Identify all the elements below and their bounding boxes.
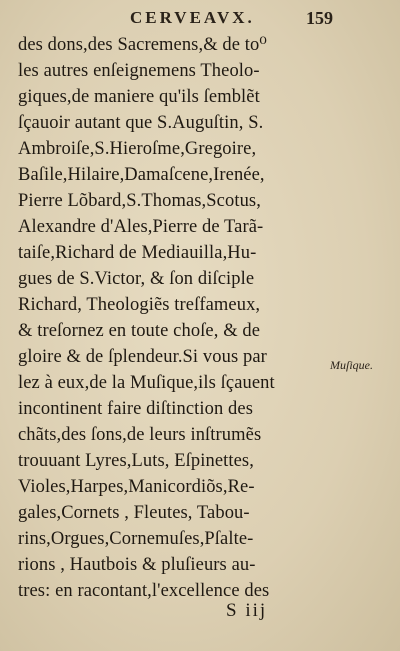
text-line: Ambroiſe,S.Hieroſme,Gregoire, bbox=[18, 139, 257, 159]
text-line: chãts,des ſons,de leurs inſtrumẽs bbox=[18, 425, 262, 445]
text-line: trouuant Lyres,Luts, Eſpinettes, bbox=[18, 451, 254, 471]
text-line: les autres enſeignemens Theolo- bbox=[18, 61, 260, 81]
text-line: tres: en racontant,l'excellence des bbox=[18, 581, 270, 601]
text-line: Pierre Lõbard,S.Thomas,Scotus, bbox=[18, 191, 261, 211]
text-line: gues de S.Victor, & ſon diſciple bbox=[18, 269, 255, 289]
text-line: Baſile,Hilaire,Damaſcene,Irenée, bbox=[18, 165, 265, 185]
text-line: Violes,Harpes,Manicordiõs,Re- bbox=[18, 477, 255, 497]
running-head: CERVEAVX. bbox=[130, 8, 255, 27]
text-line: rions , Hautbois & pluſieurs au- bbox=[18, 555, 256, 575]
text-line: lez à eux,de la Muſique,ils ſçauent bbox=[18, 373, 275, 393]
text-line: taiſe,Richard de Mediauilla,Hu- bbox=[18, 243, 257, 263]
signature-mark: S iij bbox=[226, 600, 268, 621]
text-line: giques,de maniere qu'ils ſemblẽt bbox=[18, 87, 260, 107]
text-line: incontinent faire diſtinction des bbox=[18, 399, 254, 419]
margin-note: Muſique. bbox=[330, 358, 373, 372]
text-line: gales,Cornets , Fleutes, Tabou- bbox=[18, 503, 250, 523]
text-line: ſçauoir autant que S.Auguſtin, S. bbox=[18, 113, 264, 133]
page-header bbox=[0, 8, 400, 32]
page-number: 159 bbox=[306, 8, 333, 28]
text-line: gloire & de ſplendeur.Si vous par bbox=[18, 347, 267, 367]
text-line: rins,Orgues,Cornemuſes,Pſalte- bbox=[18, 529, 254, 549]
body-text bbox=[18, 32, 338, 604]
text-line: des dons,des Sacremens,& de to⁰ bbox=[18, 35, 267, 55]
text-line: Alexandre d'Ales,Pierre de Tarã- bbox=[18, 217, 264, 237]
text-line: Richard, Theologiẽs treſfameux, bbox=[18, 295, 261, 315]
text-line: & treſornez en toute choſe, & de bbox=[18, 321, 261, 341]
